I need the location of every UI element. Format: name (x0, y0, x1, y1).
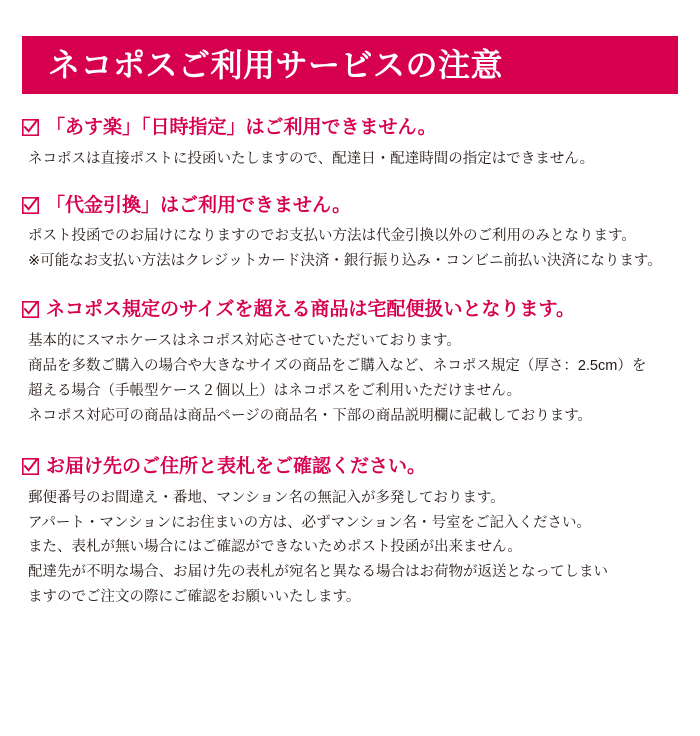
notice-section (22, 116, 678, 172)
body-line: 超える場合（手帳型ケース２個以上）はネコポスをご利用いただけません。 (28, 382, 522, 399)
notice-section (22, 298, 678, 429)
page-title: ネコポスご利用サービスの注意 (48, 47, 504, 83)
section-heading (22, 194, 678, 218)
body-line: 商品を多数ご購入の場合や大きなサイズの商品をご購入など、ネコポス規定（厚さ：2.5cm）を (28, 358, 647, 374)
body-line: 基本的にスマホケースはネコポス対応させていただいております。 (28, 333, 461, 350)
body-line: ポスト投函でのお届けになりますのでお支払い方法は代金引換以外のご利用のみとなります。 (28, 228, 636, 245)
body-line: 郵便番号のお間違え・番地、マンション名の無記入が多発しております。 (28, 489, 505, 506)
checkbox-check-icon (22, 301, 39, 318)
notice-page (0, 36, 700, 736)
checkbox-check-icon (22, 119, 39, 136)
section-heading-label: 「あす楽」「日時指定」はご利用できません。 (46, 117, 437, 138)
section-heading (22, 455, 678, 479)
body-line: ネコポスは直接ポストに投函いたしますので、配達日・配達時間の指定はできません。 (28, 150, 595, 167)
notice-section (22, 194, 678, 275)
section-body (22, 147, 678, 172)
section-heading-label: ネコポス規定のサイズを超える商品は宅配便扱いとなります。 (46, 299, 575, 321)
body-line: また、表札が無い場合にはご確認ができないためポスト投函が出来ません。 (28, 539, 522, 556)
title-banner (22, 36, 678, 94)
body-line: ネコポス対応可の商品は商品ページの商品名・下部の商品説明欄に記載しております。 (28, 407, 593, 424)
section-heading (22, 116, 678, 140)
section-heading-label: お届け先のご住所と表札をご確認ください。 (46, 455, 427, 477)
section-body (22, 486, 678, 611)
section-heading-label: 「代金引換」はご利用できません。 (46, 194, 352, 216)
body-line: ※可能なお支払い方法はクレジットカード決済・銀行振り込み・コンビニ前払い決済になります。 (28, 253, 662, 270)
checkbox-check-icon (22, 197, 39, 214)
section-body (22, 329, 678, 429)
body-line: 配達先が不明な場合、お届け先の表札が宛名と異なる場合はお荷物が返送となってしまい (28, 564, 608, 581)
checkbox-check-icon (22, 458, 39, 475)
body-line: ますのでご注文の際にご確認をお願いいたします。 (28, 589, 361, 606)
section-heading (22, 298, 678, 322)
notice-section (22, 455, 678, 610)
body-line: アパート・マンションにお住まいの方は、必ずマンション名・号室をご記入ください。 (28, 514, 592, 531)
section-body (22, 224, 678, 274)
